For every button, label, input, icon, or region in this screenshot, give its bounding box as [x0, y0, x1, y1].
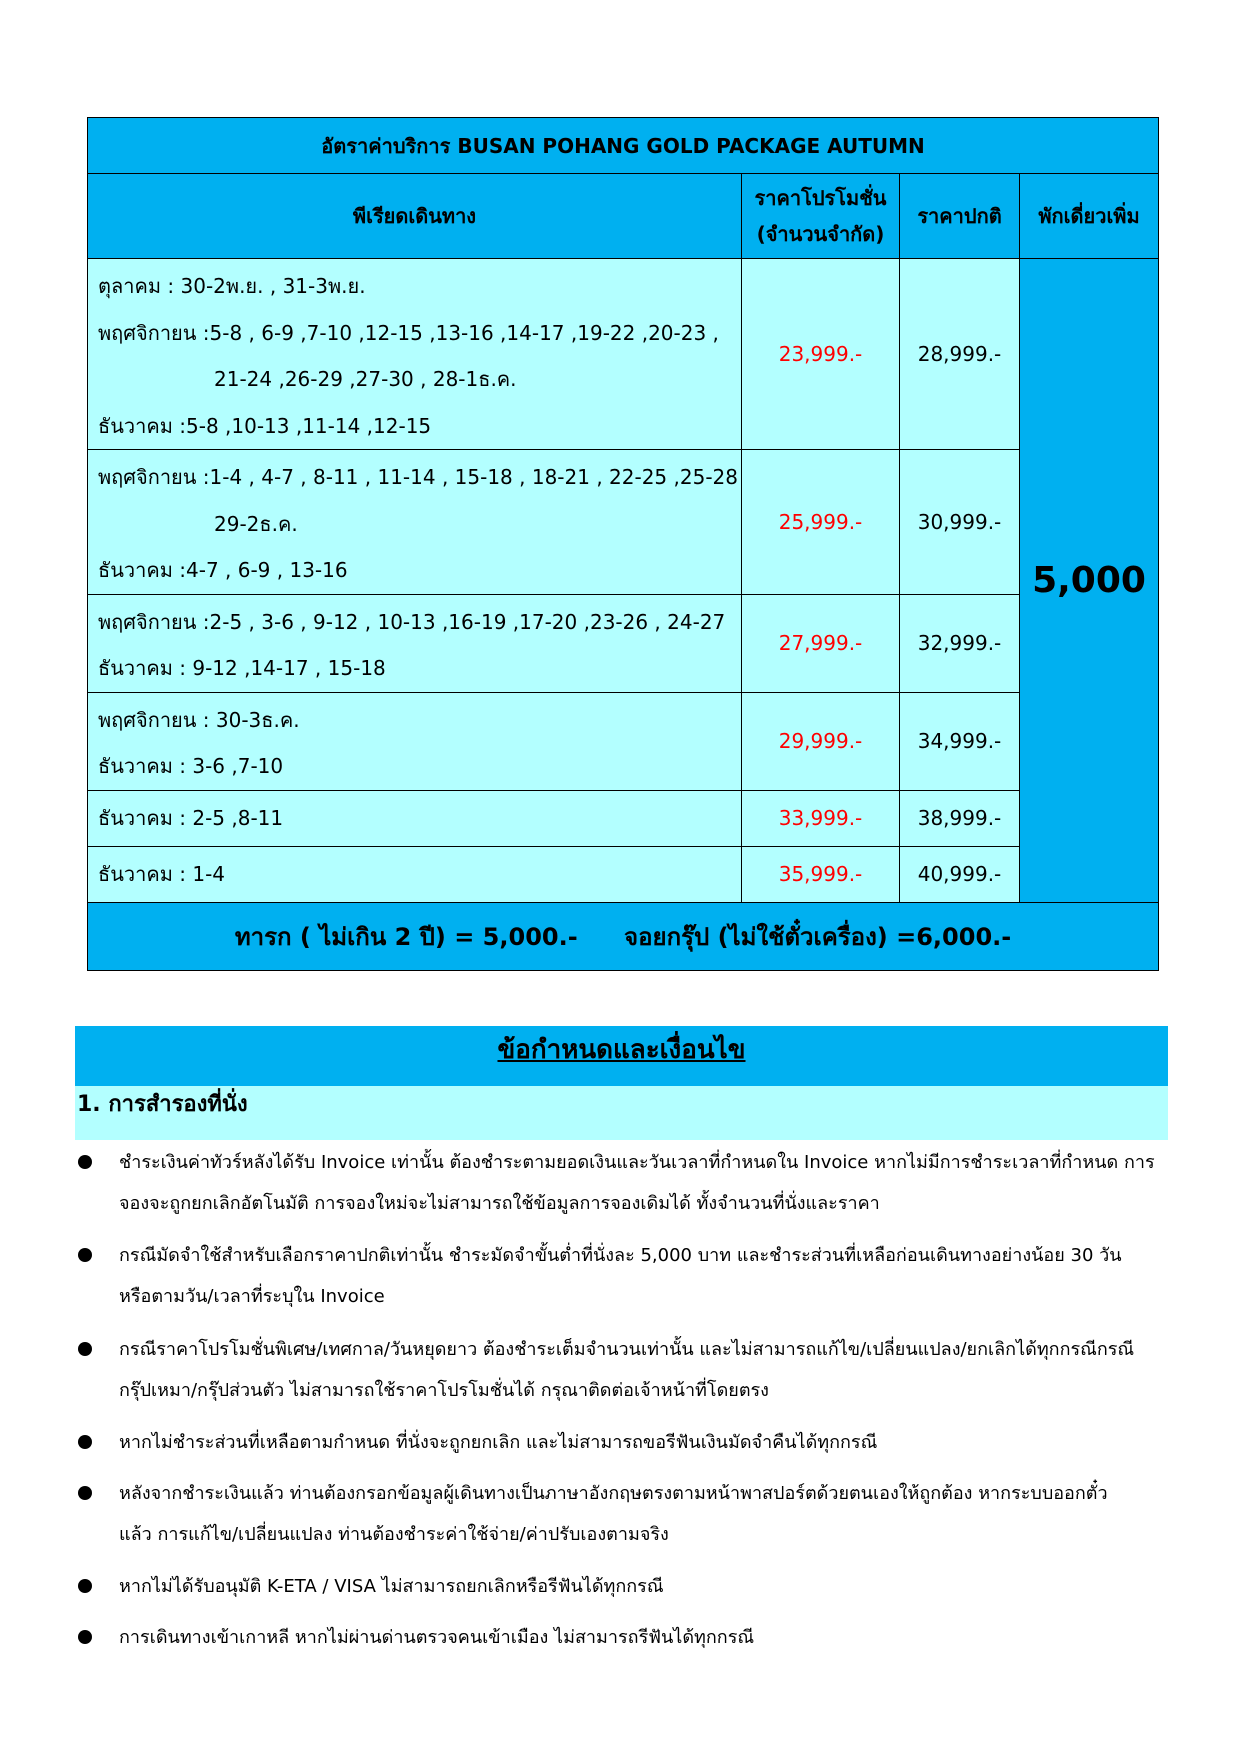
term-line: หลังจากชำระเงินแล้ว ท่านต้องกรอกข้อมูลผู้เดินทางเป็นภาษาอังกฤษตรงตามหน้าพาสปอร์ตด้วยตนเองให้ถูกต้อง หากระบบออกตั๋ว: [119, 1483, 1108, 1504]
table-row: [88, 594, 1159, 692]
period-line: ธันวาคม :5-8 ,10-13 ,11-14 ,12-15: [98, 413, 432, 438]
period-cell: [88, 692, 742, 790]
terms-heading: ข้อกำหนดและเงื่อนไข: [75, 1026, 1168, 1086]
period-line: ตุลาคม : 30-2พ.ย. , 31-3พ.ย.: [98, 274, 366, 298]
promo-price: 29,999.-: [742, 692, 900, 790]
period-cell: [88, 450, 742, 595]
term-line: หรือตามวัน/เวลาที่ระบุใน Invoice: [119, 1286, 385, 1307]
period-cell: [88, 790, 742, 846]
promo-price: 35,999.-: [742, 846, 900, 902]
section-title: 1. การสำรองที่นั่ง: [77, 1092, 248, 1117]
section-heading: [75, 1086, 1168, 1140]
header-single: พักเดี่ยวเพิ่ม: [1020, 174, 1159, 259]
table-title: อัตราค่าบริการ BUSAN POHANG GOLD PACKAGE AUTUMN: [88, 118, 1159, 174]
price-table: [87, 117, 1159, 971]
single-supplement: 5,000: [1020, 259, 1159, 903]
term-line: กรณีราคาโปรโมชั่นพิเศษ/เทศกาล/วันหยุดยาว ต้องชำระเต็มจำนวนเท่านั้น และไม่สามารถแก้ไข/เปลี่ยนแปลง/ยกเลิกได้ทุกกรณีกรณี: [119, 1339, 1135, 1360]
table-footer: [88, 902, 1159, 970]
infant-price: ทารก ( ไม่เกิน 2 ปี) = 5,000.-: [234, 922, 578, 951]
term-line: จองจะถูกยกเลิกอัตโนมัติ การจองใหม่จะไม่สามารถใช้ข้อมูลการจองเดิมได้ ทั้งจำนวนที่นั่งและราคา: [119, 1193, 880, 1214]
table-row: [88, 790, 1159, 846]
term-line: หากไม่ได้รับอนุมัติ K-ETA / VISA ไม่สามารถยกเลิกหรือรีฟันได้ทุกกรณี: [119, 1576, 664, 1597]
period-line: พฤศจิกายน :5-8 , 6-9 ,7-10 ,12-15 ,13-16 ,14-17 ,19-22 ,20-23 ,: [98, 320, 719, 345]
period-line: 21-24 ,26-29 ,27-30 , 28-1ธ.ค.: [214, 367, 517, 391]
bullet-icon: [78, 1155, 92, 1169]
normal-price: 32,999.-: [900, 594, 1020, 692]
period-line: ธันวาคม : 3-6 ,7-10: [98, 754, 284, 778]
header-period: พีเรียดเดินทาง: [88, 174, 742, 259]
table-row: [88, 692, 1159, 790]
period-line: พฤศจิกายน :1-4 , 4-7 , 8-11 , 11-14 , 15-18 , 18-21 , 22-25 ,25-28: [98, 465, 738, 489]
table-row: [88, 450, 1159, 595]
term-line: การเดินทางเข้าเกาหลี หากไม่ผ่านด่านตรวจคนเข้าเมือง ไม่สามารถรีฟันได้ทุกกรณี: [119, 1627, 755, 1648]
normal-price: 38,999.-: [900, 790, 1020, 846]
period-line: ธันวาคม : 2-5 ,8-11: [98, 805, 284, 830]
table-row: [88, 846, 1159, 902]
period-line: ธันวาคม : 1-4: [98, 861, 226, 886]
period-cell: [88, 259, 742, 450]
normal-price: 28,999.-: [900, 259, 1020, 450]
normal-price: 40,999.-: [900, 846, 1020, 902]
header-promo-line2: (จำนวนจำกัด): [756, 222, 885, 246]
term-line: แล้ว การแก้ไข/เปลี่ยนแปลง ท่านต้องชำระค่าใช้จ่าย/ค่าปรับเองตามจริง: [119, 1524, 669, 1545]
bullet-icon: [78, 1486, 92, 1500]
promo-price: 23,999.-: [742, 259, 900, 450]
period-line: ธันวาคม :4-7 , 6-9 , 13-16: [98, 558, 348, 582]
term-line: หากไม่ชำระส่วนที่เหลือตามกำหนด ที่นั่งจะถูกยกเลิก และไม่สามารถขอรีฟันเงินมัดจำคืนได้ทุกกรณี: [119, 1432, 878, 1453]
promo-price: 33,999.-: [742, 790, 900, 846]
joinland-price: จอยกรุ๊ป (ไม่ใช้ตั๋วเครื่อง) =6,000.-: [624, 922, 1012, 951]
period-cell: [88, 594, 742, 692]
normal-price: 34,999.-: [900, 692, 1020, 790]
term-line: กรุ๊ปเหมา/กรุ๊ปส่วนตัว ไม่สามารถใช้ราคาโปรโมชั่นได้ กรุณาติดต่อเจ้าหน้าที่โดยตรง: [119, 1380, 769, 1401]
header-promo-line1: ราคาโปรโมชั่น: [754, 186, 887, 210]
header-promo: [742, 174, 900, 259]
promo-price: 27,999.-: [742, 594, 900, 692]
normal-price: 30,999.-: [900, 450, 1020, 595]
bullet-icon: [78, 1435, 92, 1449]
header-normal: ราคาปกติ: [900, 174, 1020, 259]
term-line: กรณีมัดจำใช้สำหรับเลือกราคาปกติเท่านั้น ชำระมัดจำขั้นต่ำที่นั่งละ 5,000 บาท และชำระส่วนที่เหลือก่อนเดินทางอย่างน้อย 30 วัน: [119, 1245, 1122, 1266]
bullet-icon: [78, 1248, 92, 1262]
period-line: ธันวาคม : 9-12 ,14-17 , 15-18: [98, 656, 386, 680]
bullet-icon: [78, 1342, 92, 1356]
bullet-icon: [78, 1630, 92, 1644]
period-line: พฤศจิกายน : 30-3ธ.ค.: [98, 707, 300, 732]
period-line: พฤศจิกายน :2-5 , 3-6 , 9-12 , 10-13 ,16-19 ,17-20 ,23-26 , 24-27: [98, 609, 726, 634]
period-cell: [88, 846, 742, 902]
term-line: ชำระเงินค่าทัวร์หลังได้รับ Invoice เท่านั้น ต้องชำระตามยอดเงินและวันเวลาที่กำหนดใน Invoice หากไม่มีการชำระเวลาที่กำหนด การ: [119, 1152, 1155, 1173]
table-row: [88, 259, 1159, 450]
bullet-icon: [78, 1579, 92, 1593]
promo-price: 25,999.-: [742, 450, 900, 595]
period-line: 29-2ธ.ค.: [214, 511, 298, 536]
